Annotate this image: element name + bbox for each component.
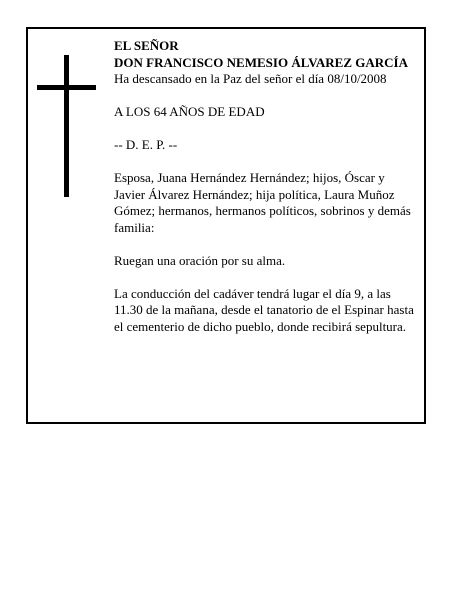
prayer-line: Ruegan una oración por su alma. (114, 252, 286, 268)
rip-line: -- D. E. P. -- (114, 137, 178, 152)
title-line-1: EL SEÑOR (114, 38, 179, 53)
family-paragraph: Esposa, Juana Hernández Hernández; hijos, Óscar y Javier Álvarez Hernández; hija política, Laura Muñoz Gómez; hermanos, hermanos políticos, sobrinos y demás familia: (114, 170, 411, 235)
age-line: A LOS 64 AÑOS DE EDAD (114, 104, 265, 119)
cross-icon (64, 55, 69, 197)
deceased-name: DON FRANCISCO NEMESIO ÁLVAREZ GARCÍA (114, 54, 408, 70)
cross-icon-arm (37, 85, 96, 90)
funeral-paragraph: La conducción del cadáver tendrá lugar el día 9, a las 11.30 de la mañana, desde el tanatorio de el Espinar hasta el cementerio de dicho pueblo, donde recibirá sepultura. (114, 285, 414, 334)
notice-text (114, 38, 414, 335)
rest-line: Ha descansado en la Paz del señor el día 08/10/2008 (114, 71, 387, 86)
